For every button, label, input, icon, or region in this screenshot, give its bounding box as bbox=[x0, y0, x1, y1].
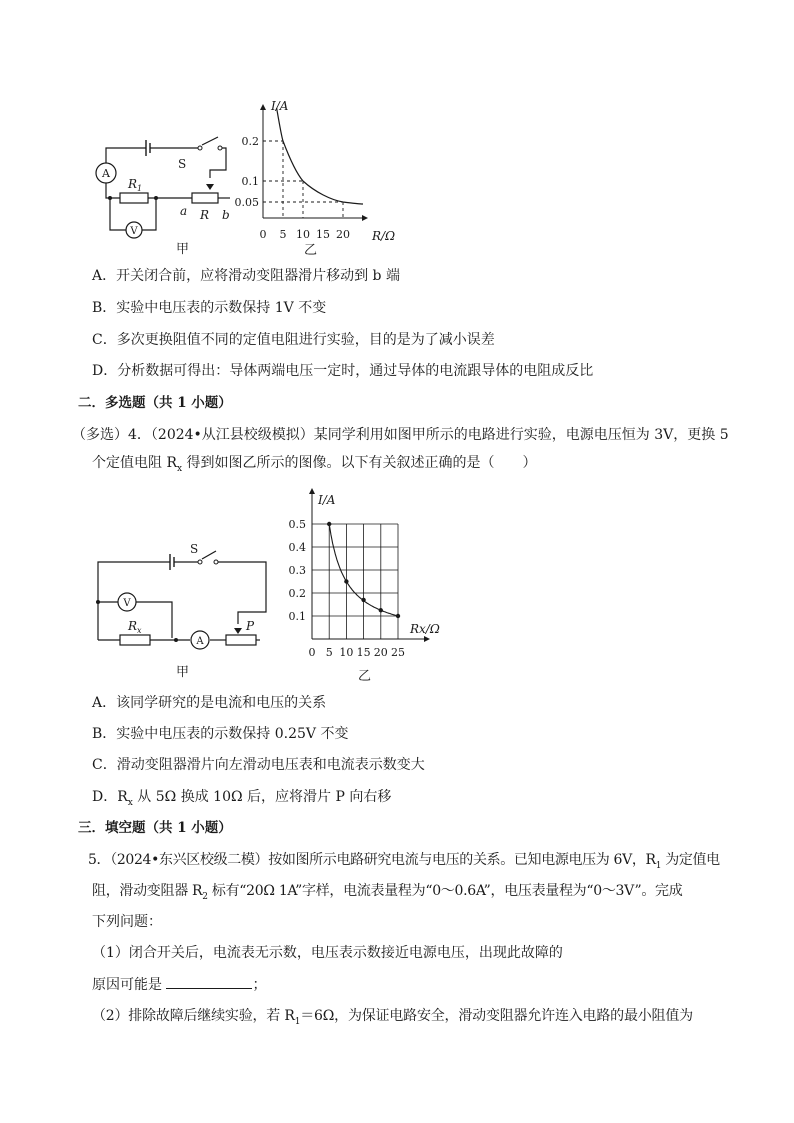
q4-data-point bbox=[361, 598, 365, 602]
q5-stem-line1: 5．（2024•东兴区校级二模）按如图所示电路研究电流与电压的关系。已知电源电压为 6V，$R_1$ 为定值电 bbox=[88, 852, 720, 871]
voltmeter-icon bbox=[118, 593, 136, 611]
q4-x-tick-label: 0 bbox=[308, 646, 316, 659]
q5-part1-line1: （1）闭合开关后，电流表无示数，电压表示数接近电源电压，出现此故障的 bbox=[92, 945, 563, 961]
q5-part2-line1: （2）排除故障后继续实验，若 $R_1=6\Omega$，为保证电路安全，滑动变阻器允许连入电路的最小阻值为 bbox=[92, 1008, 693, 1027]
q4-option-b: B．实验中电压表的示数保持 0.25V 不变 bbox=[92, 726, 349, 742]
q4-x-tick-label: 10 bbox=[339, 646, 354, 659]
q3-option-b: B．实验中电压表的示数保持 1V 不变 bbox=[92, 300, 327, 316]
b-terminal-label: b bbox=[222, 208, 230, 222]
q3-data-curve bbox=[277, 108, 363, 204]
rx-label: $R_x$ bbox=[128, 619, 142, 635]
q3-circuit-diagram bbox=[90, 130, 240, 260]
q3-x-tick-label: 20 bbox=[336, 228, 350, 241]
q3-option-c: C．多次更换阻值不同的定值电阻进行实验，目的是为了减小误差 bbox=[92, 332, 495, 348]
q4-option-c: C．滑动变阻器滑片向左滑动电压表和电流表示数变大 bbox=[92, 757, 425, 773]
q3-option-d: D．分析数据可得出：导体两端电压一定时，通过导体的电流跟导体的电阻成反比 bbox=[92, 363, 594, 379]
ammeter-icon bbox=[191, 631, 209, 649]
switch-label: S bbox=[178, 157, 187, 171]
q3-option-a: A．开关闭合前，应将滑动变阻器滑片移动到 b 端 bbox=[92, 268, 400, 284]
figure-caption-yi: 乙 bbox=[358, 669, 372, 684]
q4-circuit-diagram bbox=[90, 538, 280, 678]
q4-x-tick-label: 5 bbox=[325, 646, 333, 659]
ammeter-icon bbox=[96, 163, 116, 183]
q4-data-point bbox=[396, 614, 400, 618]
q4-y-tick-label: 0.4 bbox=[288, 541, 306, 554]
q4-data-point bbox=[379, 608, 383, 612]
q3-current-resistance-graph bbox=[234, 96, 418, 258]
q4-option-d: D．$R_x$ 从 5Ω 换成 10Ω 后，应将滑片 P 向右移 bbox=[92, 789, 392, 808]
q4-option-a: A．该同学研究的是电流和电压的关系 bbox=[92, 695, 327, 711]
figure-caption-yi: 乙 bbox=[304, 243, 318, 258]
voltmeter-icon bbox=[126, 222, 142, 238]
voltmeter-label: V bbox=[130, 226, 138, 237]
q4-stem-line1: （多选）4．（2024•从江县校级模拟）某同学利用如图甲所示的电路进行实验，电源电压恒为 3V，更换 5 bbox=[72, 427, 729, 443]
q4-x-tick-label: 25 bbox=[391, 646, 405, 659]
q4-data-point bbox=[344, 579, 348, 583]
q3-x-tick-label: 10 bbox=[296, 228, 310, 241]
q3-x-axis-label: R/Ω bbox=[372, 229, 396, 243]
ammeter-label: A bbox=[102, 167, 110, 180]
q4-x-axis-label: Rx/Ω bbox=[410, 622, 440, 636]
voltmeter-label: V bbox=[123, 598, 131, 609]
q3-y-axis-label: I/A bbox=[271, 99, 289, 113]
figure-caption-jia: 甲 bbox=[176, 242, 190, 257]
q3-y-tick-label: 0.05 bbox=[234, 196, 259, 209]
q4-y-axis-label: I/A bbox=[318, 493, 336, 507]
q3-x-tick-label: 15 bbox=[316, 228, 330, 241]
figure-caption-jia: 甲 bbox=[176, 665, 190, 680]
q3-y-tick-label: 0.2 bbox=[241, 135, 259, 148]
q3-x-tick-label: 0 bbox=[259, 228, 267, 241]
q4-y-tick-label: 0.3 bbox=[288, 564, 306, 577]
a-terminal-label: a bbox=[180, 204, 188, 218]
q4-current-resistance-graph bbox=[282, 478, 462, 688]
q5-stem-line2: 阻，滑动变阻器 $R_2$ 标有“20Ω 1A”字样，电流表量程为“0～0.6A”，电压表量程为“0～3V”。完成 bbox=[92, 883, 683, 902]
q5-answer-blank[interactable] bbox=[166, 974, 252, 989]
q3-y-tick-label: 0.1 bbox=[241, 175, 259, 188]
slider-p-label: P bbox=[246, 619, 255, 633]
q4-x-tick-label: 20 bbox=[373, 646, 388, 659]
q4-y-tick-label: 0.5 bbox=[288, 518, 306, 531]
section-title-multiple-choice: 二．多选题（共 1 小题） bbox=[78, 395, 232, 411]
ammeter-label: A bbox=[196, 636, 204, 647]
section-title-fill-in-blank: 三．填空题（共 1 小题） bbox=[78, 820, 232, 836]
q3-x-tick-label: 5 bbox=[279, 228, 287, 241]
q5-stem-line3: 下列问题： bbox=[92, 914, 162, 930]
switch-label: S bbox=[190, 542, 199, 556]
q4-y-tick-label: 0.1 bbox=[288, 610, 306, 623]
r1-label: $R_1$ bbox=[128, 177, 143, 193]
q5-part1-line2: 原因可能是 ； bbox=[92, 974, 266, 995]
rheostat-label: R bbox=[200, 208, 210, 222]
q4-y-tick-label: 0.2 bbox=[288, 587, 306, 600]
q4-x-tick-label: 15 bbox=[356, 646, 371, 659]
q4-data-point bbox=[327, 522, 331, 526]
q4-stem-line2: 个定值电阻 $R_x$ 得到如图乙所示的图像。以下有关叙述正确的是（ ） bbox=[92, 455, 537, 474]
